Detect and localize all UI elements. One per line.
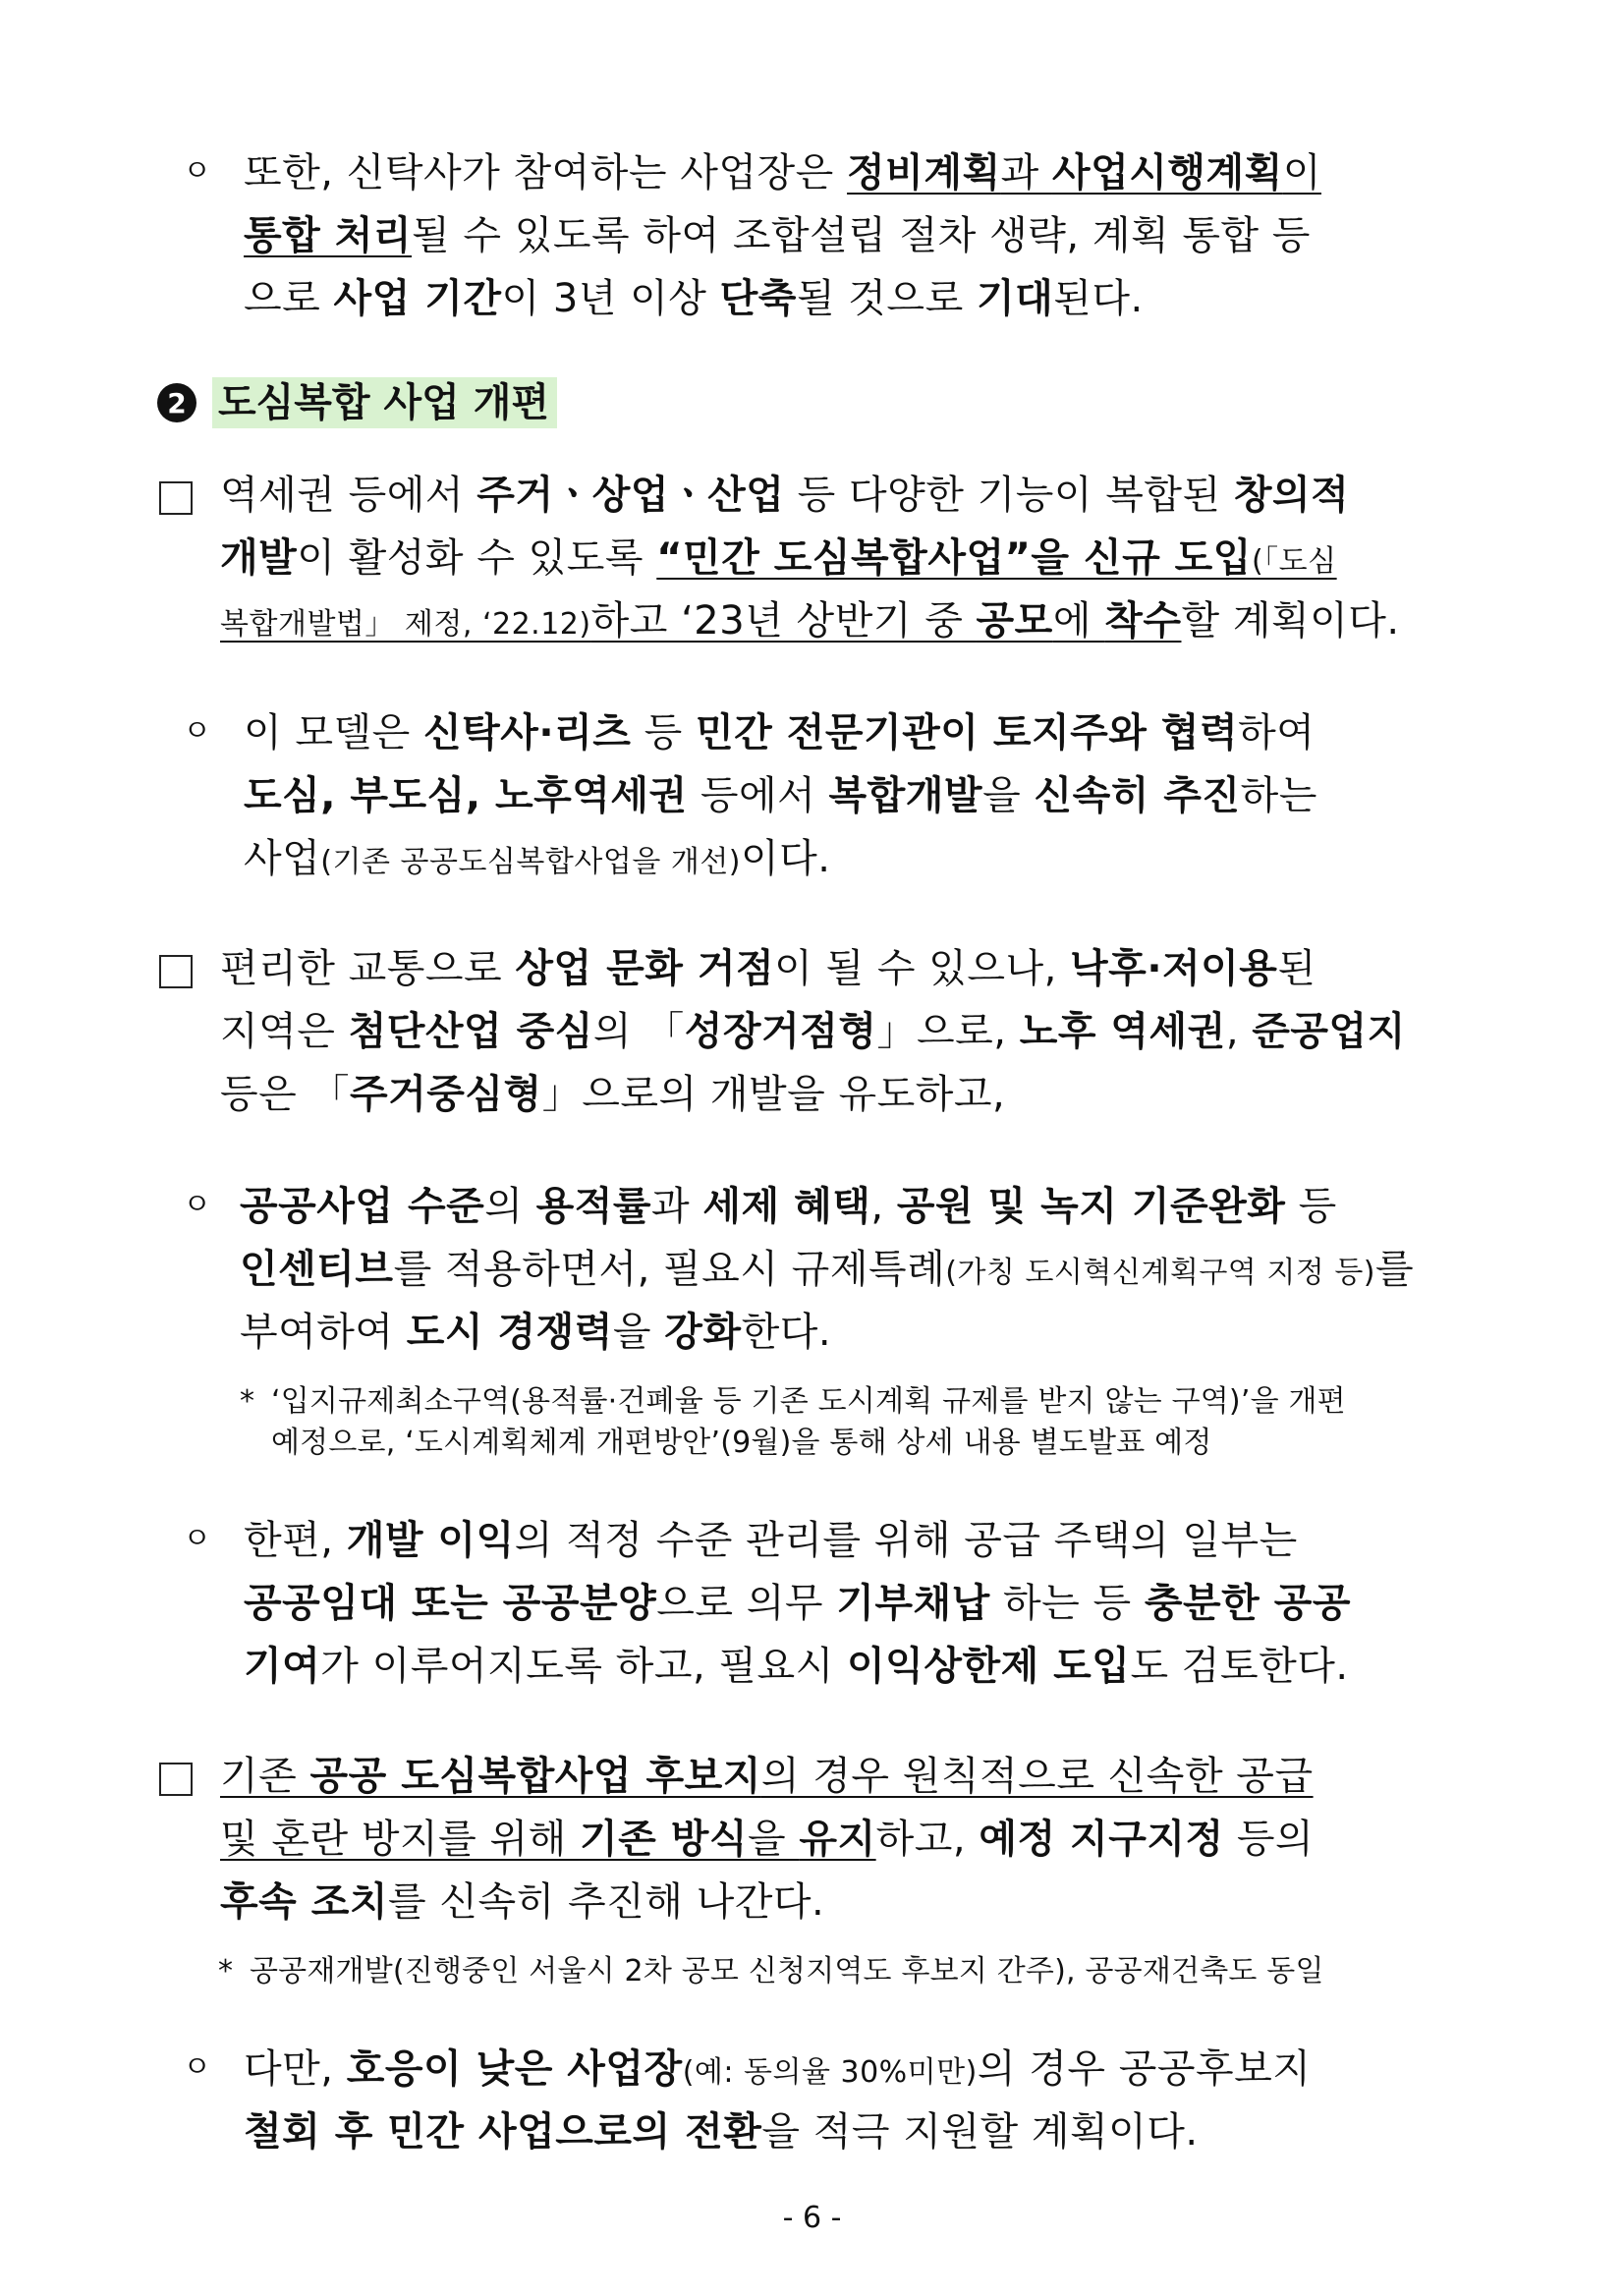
text-line: 기여가 이루어지도록 하고, 필요시 이익상한제 도입도 검토한다. (244, 1644, 1349, 1689)
text-line: 한편, 개발 이익의 적정 수준 관리를 위해 공급 주택의 일부는 (244, 1518, 1298, 1563)
page-number: - 6 - (782, 2201, 842, 2235)
section-title: 도심복합 사업 개편 (212, 377, 557, 428)
text-line: 철회 후 민간 사업으로의 전환을 적극 지원할 계획이다. (244, 2109, 1199, 2155)
text-line: 또한, 신탁사가 참여하는 사업장은 정비계획과 사업시행계획이 (244, 150, 1321, 196)
text-line: 부여하여 도시 경쟁력을 강화한다. (240, 1310, 832, 1355)
footnote-marker: * (240, 1384, 254, 1419)
bullet-circle: ㅇ (183, 154, 211, 189)
footnote-line: ‘입지규제최소구역(용적률·건폐율 등 기존 도시계획 규제를 받지 않는 구역)’을 개편 (271, 1384, 1346, 1419)
text-line: 역세권 등에서 주거ㆍ상업ㆍ산업 등 다양한 기능이 복합된 창의적 (220, 473, 1350, 518)
bullet-circle: ㅇ (183, 1522, 211, 1556)
text-line: 도심, 부도심, 노후역세권 등에서 복합개발을 신속히 추진하는 (244, 773, 1317, 818)
text-line: 등은 「주거중심형」으로의 개발을 유도하고, (220, 1072, 1006, 1117)
footnote-marker: * (218, 1954, 233, 1988)
bullet-circle: ㅇ (183, 1188, 211, 1222)
text-line: 기존 공공 도심복합사업 후보지의 경우 원칙적으로 신속한 공급 (220, 1754, 1314, 1799)
text-line: 다만, 호응이 낮은 사업장(예: 동의율 30%미만)의 경우 공공후보지 (244, 2046, 1312, 2092)
bullet-circle: ㅇ (183, 2050, 211, 2085)
text-line: 개발이 활성화 수 있도록 “민간 도심복합사업”을 신규 도입(「도심 (220, 535, 1337, 581)
checkbox-bullet (159, 955, 193, 988)
text-line: 인센티브를 적용하면서, 필요시 규제특례(가칭 도시혁신계획구역 지정 등)를 (240, 1247, 1415, 1292)
text-line: 공공사업 수준의 용적률과 세제 혜택, 공원 및 녹지 기준완화 등 (240, 1184, 1337, 1229)
text-line: 이 모델은 신탁사·리츠 등 민간 전문기관이 토지주와 협력하여 (244, 710, 1316, 756)
checkbox-bullet (159, 481, 193, 515)
section-heading (157, 377, 557, 428)
text-line: 및 혼란 방지를 위해 기존 방식을 유지하고, 예정 지구지정 등의 (220, 1817, 1315, 1862)
text-line: 지역은 첨단산업 중심의 「성장거점형」으로, 노후 역세권, 준공업지 (220, 1009, 1406, 1054)
bullet-circle: ㅇ (183, 714, 211, 749)
text-line: 공공임대 또는 공공분양으로 의무 기부채납 하는 등 충분한 공공 (244, 1581, 1352, 1626)
section-number-badge: 2 (157, 383, 196, 422)
text-line: 으로 사업 기간이 3년 이상 단축될 것으로 기대된다. (244, 276, 1144, 321)
footnote-line: 공공재개발(진행중인 서울시 2차 공모 신청지역도 후보지 간주), 공공재건축도 동일 (250, 1954, 1324, 1988)
text-line: 복합개발법」 제정, ‘22.12)하고 ‘23년 상반기 중 공모에 착수할 계획이다. (220, 598, 1400, 644)
text-line: 통합 처리될 수 있도록 하여 조합설립 절차 생략, 계획 통합 등 (244, 213, 1311, 258)
text-line: 후속 조치를 신속히 추진해 나간다. (220, 1879, 825, 1925)
checkbox-bullet (159, 1763, 193, 1796)
text-line: 편리한 교통으로 상업 문화 거점이 될 수 있으나, 낙후·저이용된 (220, 946, 1316, 991)
text-line: 사업(기존 공공도심복합사업을 개선)이다. (244, 836, 831, 881)
footnote-line: 예정으로, ‘도시계획체계 개편방안’(9월)을 통해 상세 내용 별도발표 예정 (271, 1426, 1212, 1460)
